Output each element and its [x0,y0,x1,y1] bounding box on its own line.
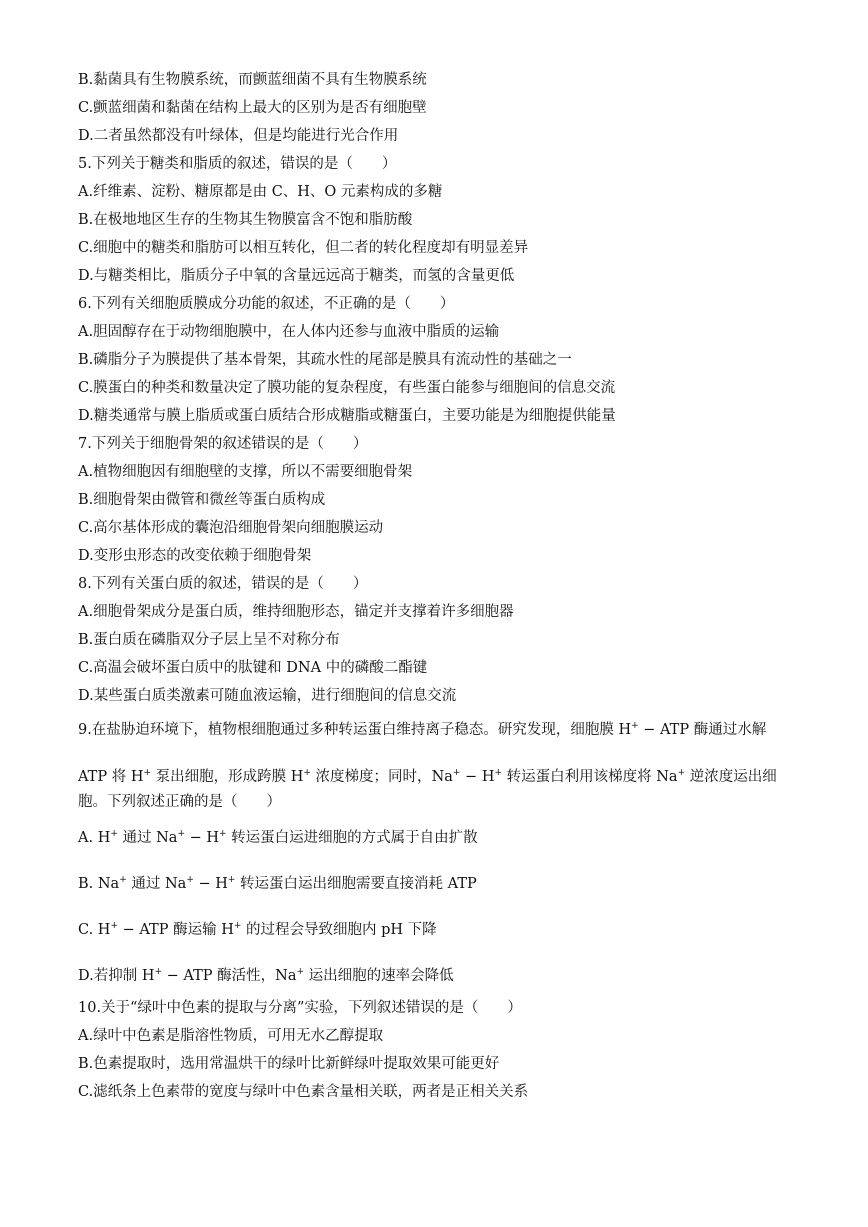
question-9-stem-line-1: 9.在盐胁迫环境下，植物根细胞通过多种转运蛋白维持离子稳态。研究发现，细胞膜 H+ − ATP 酶通过水解 [78,721,767,738]
question-9-option-c: C. H+ − ATP 酶运输 H+ 的过程会导致细胞内 pH 下降 [78,921,437,938]
option-line: A.细胞骨架成分是蛋白质，维持细胞形态，锚定并支撑着许多细胞器 [78,604,514,620]
question-9-option-d: D.若抑制 H+ − ATP 酶活性，Na+ 运出细胞的速率会降低 [78,967,454,984]
option-line: D.与糖类相比，脂质分子中氧的含量远远高于糖类，而氢的含量更低 [78,268,515,284]
question-9-option-a: A. H+ 通过 Na+ − H+ 转运蛋白运进细胞的方式属于自由扩散 [78,829,478,846]
question-9-stem-line-3: 胞。下列叙述正确的是（ ） [78,794,281,810]
option-line: C.高温会破坏蛋白质中的肽键和 DNA 中的磷酸二酯键 [78,660,428,676]
option-line: B.色素提取时，选用常温烘干的绿叶比新鲜绿叶提取效果可能更好 [78,1056,500,1072]
question-6-stem: 6.下列有关细胞质膜成分功能的叙述，不正确的是（ ） [78,296,455,312]
option-line: B.蛋白质在磷脂双分子层上呈不对称分布 [78,632,340,648]
question-10-stem: 10.关于“绿叶中色素的提取与分离”实验，下列叙述错误的是（ ） [78,1000,522,1016]
option-line: B.在极地地区生存的生物其生物膜富含不饱和脂肪酸 [78,212,413,228]
option-line: D.某些蛋白质类激素可随血液运输，进行细胞间的信息交流 [78,688,457,704]
option-line: A.植物细胞因有细胞壁的支撑，所以不需要细胞骨架 [78,464,413,480]
option-line: C.细胞中的糖类和脂肪可以相互转化，但二者的转化程度却有明显差异 [78,240,529,256]
option-line: C.滤纸条上色素带的宽度与绿叶中色素含量相关联，两者是正相关关系 [78,1084,529,1100]
text-line: D.二者虽然都没有叶绿体，但是均能进行光合作用 [78,128,399,144]
option-line: D.变形虫形态的改变依赖于细胞骨架 [78,548,312,564]
question-9-stem-line-2: ATP 将 H+ 泵出细胞，形成跨膜 H+ 浓度梯度；同时，Na+ − H+ 转运蛋白利用该梯度将 Na+ 逆浓度运出细 [78,768,777,785]
option-line: B.细胞骨架由微管和微丝等蛋白质构成 [78,492,326,508]
option-line: A.胆固醇存在于动物细胞膜中，在人体内还参与血液中脂质的运输 [78,324,500,340]
question-9-option-b: B. Na+ 通过 Na+ − H+ 转运蛋白运出细胞需要直接消耗 ATP [78,875,477,892]
text-line: C.颤蓝细菌和黏菌在结构上最大的区别为是否有细胞壁 [78,100,427,116]
question-8-stem: 8.下列有关蛋白质的叙述，错误的是（ ） [78,576,368,592]
option-line: D.糖类通常与膜上脂质或蛋白质结合形成糖脂或糖蛋白，主要功能是为细胞提供能量 [78,408,616,424]
option-line: B.磷脂分子为膜提供了基本骨架，其疏水性的尾部是膜具有流动性的基础之一 [78,352,572,368]
text-line: B.黏菌具有生物膜系统，而颤蓝细菌不具有生物膜系统 [78,72,427,88]
question-7-stem: 7.下列关于细胞骨架的叙述错误的是（ ） [78,436,368,452]
option-line: C.高尔基体形成的囊泡沿细胞骨架向细胞膜运动 [78,520,384,536]
question-5-stem: 5.下列关于糖类和脂质的叙述，错误的是（ ） [78,156,397,172]
option-line: C.膜蛋白的种类和数量决定了膜功能的复杂程度，有些蛋白能参与细胞间的信息交流 [78,380,616,396]
option-line: A.绿叶中色素是脂溶性物质，可用无水乙醇提取 [78,1028,384,1044]
option-line: A.纤维素、淀粉、糖原都是由 C、H、O 元素构成的多糖 [78,184,443,200]
